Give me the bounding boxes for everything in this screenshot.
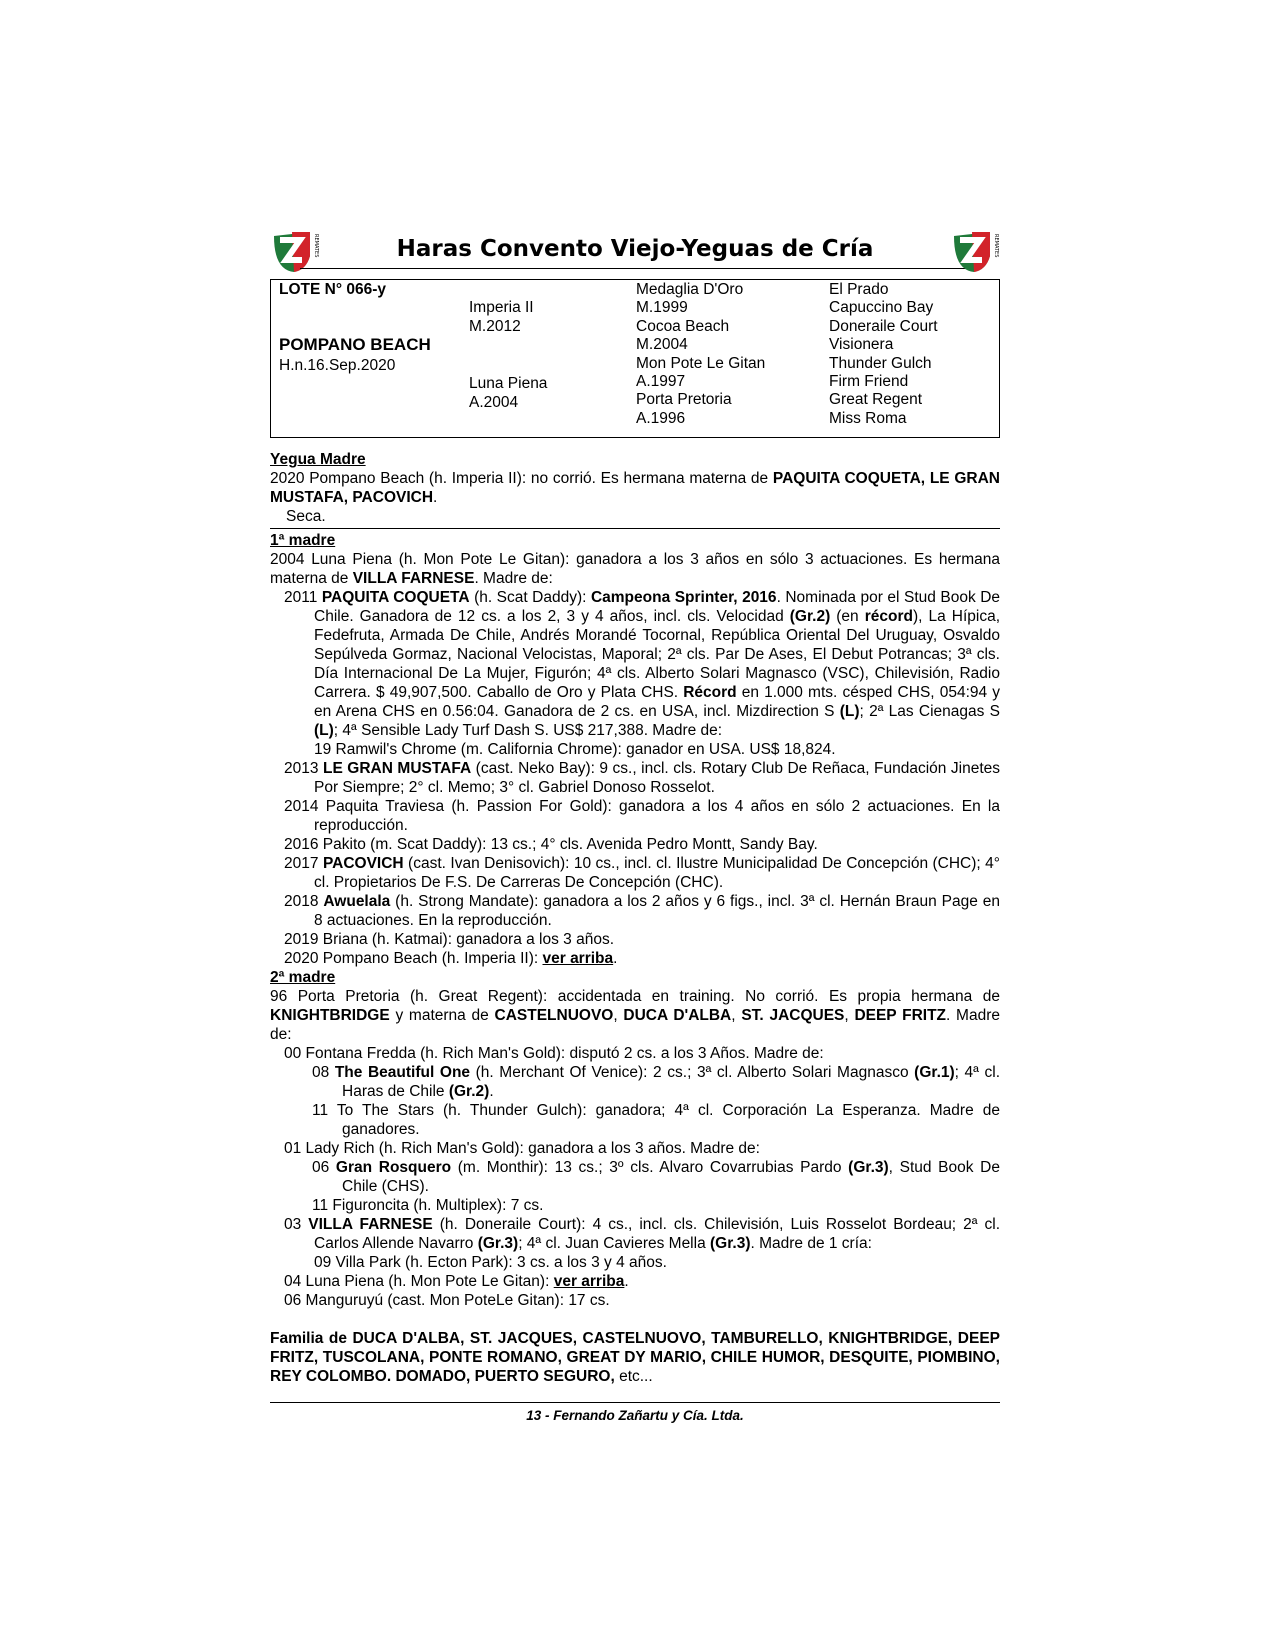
produce-entry: 2011 PAQUITA COQUETA (h. Scat Daddy): Campeona Sprinter, 2016. Nominada por el Stud Book De Chile. Ganadora de 12 cs. a los 2, 3 y 4 años, incl. cls. Velocidad (Gr.2) (en récord), La Hípica, Fedefruta, Armada De Chile, Andrés Morandé Tocornal, República Oriental Del Uruguay, Osvaldo Sepúlveda Gormaz, Nacional Velocistas, Maporal; 2ª cls. Par De Ases, El Debut Potrancas; 3ª cls. Día Internacional De La Mujer, Figurón; 4ª cls. Alberto Solari Magnasco (VSC), Chilevisión, Radio Carrera. $ 49,907,500. Caballo de Oro y Plata CHS. Récord en 1.000 mts. césped CHS, 054:94 y en Arena CHS en 0.56:04. Ganadora de 2 cs. en USA, incl. Mizdirection S (L); 2ª Las Cienagas S (L); 4ª Sensible Lady Turf Dash S. US$ 217,388. Madre de: (284, 589, 1001, 739)
great-grandparent: Miss Roma (829, 410, 907, 427)
produce-entry: 2017 PACOVICH (cast. Ivan Denisovich): 10 cs., incl. cl. Ilustre Municipalidad De Concepción (CHC); 4° cl. Propietarios De F.S. De Carreras De Concepción (CHC). (284, 855, 1000, 891)
produce-entry: 01 Lady Rich (h. Rich Man's Gold): ganadora a los 3 años. Madre de: (284, 1140, 760, 1157)
page-header (270, 226, 1000, 278)
produce-entry: 2019 Briana (h. Katmai): ganadora a los 3 años. (284, 931, 615, 948)
zr-logo-icon (950, 226, 1000, 276)
produce-entry: 11 Figuroncita (h. Multiplex): 7 cs. (312, 1197, 544, 1214)
catalog-page (270, 226, 1000, 1423)
grandparent-year: A.1997 (636, 373, 686, 390)
produce-entry: 00 Fontana Fredda (h. Rich Man's Gold): disputó 2 cs. a los 3 Años. Madre de: (284, 1045, 824, 1062)
dam: Luna Piena (469, 375, 548, 392)
grandparent: Mon Pote Le Gitan (636, 355, 766, 372)
produce-entry: 06 Manguruyú (cast. Mon PoteLe Gitan): 17 cs. (284, 1292, 610, 1309)
grandparent: Medaglia D'Oro (636, 281, 744, 298)
produce-entry: 2013 LE GRAN MUSTAFA (cast. Neko Bay): 9 cs., incl. cls. Rotary Club De Reñaca, Fundación Jinetes Por Siempre; 2° cl. Memo; 3° cl. Gabriel Donoso Rosselot. (284, 760, 1000, 796)
great-grandparent: Doneraile Court (829, 318, 938, 335)
ver-arriba-link[interactable]: ver arriba (553, 1273, 625, 1290)
produce-entry: 08 The Beautiful One (h. Merchant Of Venice): 2 cs.; 3ª cl. Alberto Solari Magnasco (Gr.1); 4ª cl. Haras de Chile (Gr.2). (312, 1064, 1000, 1100)
great-grandparent: Visionera (829, 336, 894, 353)
great-grandparent: Capuccino Bay (829, 299, 934, 316)
svg-text:REMATES: REMATES (993, 234, 999, 258)
family-summary: Familia de DUCA D'ALBA, ST. JACQUES, CASTELNUOVO, TAMBURELLO, KNIGHTBRIDGE, DEEP FRITZ, TUSCOLANA, PONTE ROMANO, GREAT DY MARIO, CHILE HUMOR, DESQUITE, PIOMBINO, REY COLOMBO. DOMADO, PUERTO SEGURO, etc... (270, 1330, 1000, 1385)
great-grandparent: Great Regent (829, 391, 923, 408)
second-dam-intro: 96 Porta Pretoria (h. Great Regent): accidentada en training. No corrió. Es propia hermana de KNIGHTBRIDGE y materna de CASTELNUOVO, DUCA D'ALBA, ST. JACQUES, DEEP FRITZ. Madre de: (270, 988, 1000, 1043)
produce-entry: 04 Luna Piena (h. Mon Pote Le Gitan): ver arriba. (284, 1273, 629, 1290)
produce-entry: 2016 Pakito (m. Scat Daddy): 13 cs.; 4° cls. Avenida Pedro Montt, Sandy Bay. (284, 836, 818, 853)
section-heading: 2ª madre (270, 969, 336, 986)
produce-entry: 03 VILLA FARNESE (h. Doneraile Court): 4 cs., incl. cls. Chilevisión, Luis Rosselot Bordeau; 2ª cl. Carlos Allende Navarro (Gr.3); 4ª cl. Juan Cavieres Mella (Gr.3). Madre de 1 cría: (284, 1216, 1001, 1252)
header-rule (300, 268, 970, 269)
ver-arriba-link[interactable]: ver arriba (542, 950, 614, 967)
section-heading: 1ª madre (270, 532, 336, 549)
grandparent: Cocoa Beach (636, 318, 730, 335)
pedigree-table (270, 279, 1000, 438)
great-grandparent: El Prado (829, 281, 889, 298)
great-grandparent: Firm Friend (829, 373, 909, 390)
produce-entry: 09 Villa Park (h. Ecton Park): 3 cs. a los 3 y 4 años. (314, 1254, 667, 1271)
produce-entry: 11 To The Stars (h. Thunder Gulch): ganadora; 4ª cl. Corporación La Esperanza. Madre de ganadores. (312, 1102, 1000, 1138)
divider (270, 528, 1000, 529)
svg-text:REMATES: REMATES (313, 234, 319, 258)
first-dam-intro: 2004 Luna Piena (h. Mon Pote Le Gitan): ganadora a los 3 años en sólo 3 actuaciones. Es hermana materna de VILLA FARNESE. Madre de: (270, 551, 1000, 587)
produce-entry: 19 Ramwil's Chrome (m. California Chrome): ganador en USA. US$ 18,824. (314, 741, 836, 758)
horse-name: POMPANO BEACH (279, 335, 431, 354)
great-grandparent: Thunder Gulch (829, 355, 932, 372)
produce-entry: 2020 Pompano Beach (h. Imperia II): ver arriba. (284, 950, 618, 967)
catalog-body (270, 450, 1000, 1386)
page-title: Haras Convento Viejo-Yeguas de Cría (396, 236, 874, 262)
grandparent-year: M.1999 (636, 299, 688, 316)
page-footer: 13 - Fernando Zañartu y Cía. Ltda. (526, 1407, 744, 1423)
sire-year: M.2012 (469, 318, 521, 335)
dam-year: A.2004 (469, 394, 519, 411)
section-heading: Yegua Madre (270, 451, 366, 468)
produce-entry: 2018 Awuelala (h. Strong Mandate): ganadora a los 2 años y 6 figs., incl. 3ª cl. Hernán Braun Page en 8 actuaciones. En la reproducción. (284, 893, 1000, 929)
yegua-madre-text: 2020 Pompano Beach (h. Imperia II): no corrió. Es hermana materna de PAQUITA COQUETA, LE GRAN MUSTAFA, PACOVICH. (270, 470, 1000, 506)
grandparent-year: A.1996 (636, 410, 686, 427)
lot-number: LOTE N° 066-y (279, 281, 386, 298)
produce-entry: 2014 Paquita Traviesa (h. Passion For Gold): ganadora a los 4 años en sólo 2 actuaciones. En la reproducción. (284, 798, 1000, 834)
grandparent: Porta Pretoria (636, 391, 732, 408)
footer-rule (270, 1402, 1000, 1403)
sire: Imperia II (469, 299, 534, 316)
status-text: Seca. (286, 508, 326, 525)
produce-entry: 06 Gran Rosquero (m. Monthir): 13 cs.; 3º cls. Alvaro Covarrubias Pardo (Gr.3), Stud Book De Chile (CHS). (312, 1159, 1000, 1195)
horse-info: H.n.16.Sep.2020 (279, 357, 396, 374)
grandparent-year: M.2004 (636, 336, 688, 353)
